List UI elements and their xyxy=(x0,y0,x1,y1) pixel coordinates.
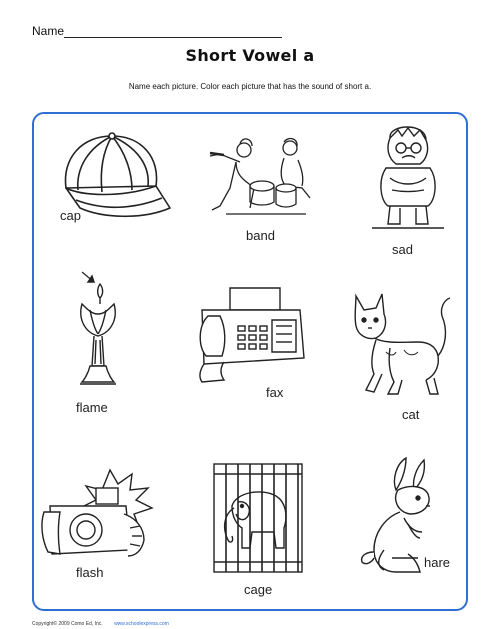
name-line xyxy=(64,37,282,38)
footer xyxy=(32,621,169,627)
word-fax: fax xyxy=(266,385,284,400)
band-icon xyxy=(206,128,318,220)
word-sad: sad xyxy=(392,242,413,257)
flame-icon xyxy=(68,270,128,392)
website-link[interactable]: www.schoolexpress.com xyxy=(114,621,169,627)
word-cap: cap xyxy=(60,208,81,223)
word-flame: flame xyxy=(76,400,108,415)
cage-icon xyxy=(212,462,304,576)
name-label: Name xyxy=(32,24,65,38)
copyright-text: Copyright© 2009 Como Ed, Inc. xyxy=(32,621,103,627)
sad-boy-icon xyxy=(368,120,448,232)
fax-icon xyxy=(196,286,308,384)
cap-icon xyxy=(52,128,174,220)
word-cat: cat xyxy=(402,407,420,422)
word-cage: cage xyxy=(244,582,273,597)
instructions: Name each picture. Color each picture that has the sound of short a. xyxy=(128,82,372,91)
word-band: band xyxy=(246,228,275,243)
word-hare: hare xyxy=(424,555,451,570)
cat-icon xyxy=(346,290,454,400)
worksheet-title: Short Vowel a xyxy=(185,46,315,65)
word-flash: flash xyxy=(76,565,104,580)
camera-flash-icon xyxy=(40,468,158,566)
